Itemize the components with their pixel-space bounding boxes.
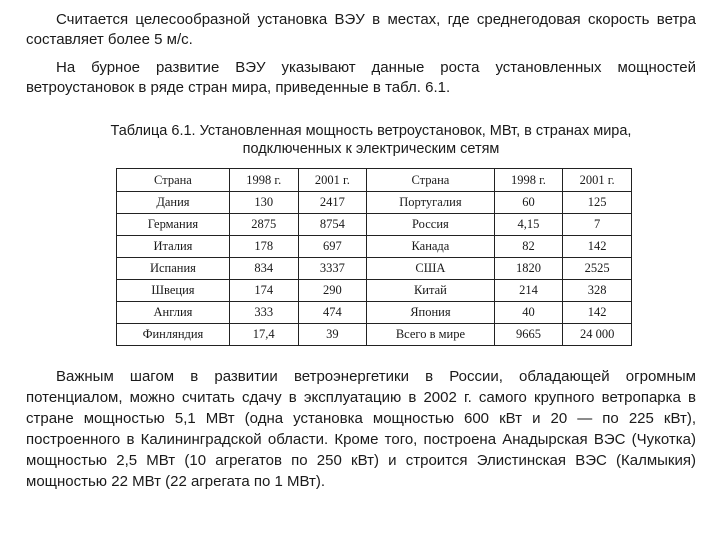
table-row (117, 302, 632, 324)
table-row (117, 258, 632, 280)
table-cell: 697 (298, 236, 367, 258)
table-cell: 82 (494, 236, 563, 258)
table-header-row (117, 169, 632, 192)
header-cell-country-1: Страна (117, 169, 230, 192)
table-cell: 2417 (298, 192, 367, 214)
table-cell: 290 (298, 280, 367, 302)
table-row (117, 214, 632, 236)
table-caption-line-2: подключенных к электрическим сетям (242, 141, 500, 157)
header-cell-2001-2: 2001 г. (563, 169, 632, 192)
table-cell: Англия (117, 302, 230, 324)
wind-capacity-table (116, 168, 632, 346)
table-cell: Испания (117, 258, 230, 280)
paragraph-russia-development: Важным шагом в развитии ветроэнергетики в России, обладающей огромным потенциалом, можно считать сдачу в эксплуатацию в 2002 г. самого крупного ветропарка в стране мощностью 5,1 МВт (одна установка мощностью 600 кВт и 20 — по 225 кВт), построенного в Калининградской области. Кроме того, построена Анадырская ВЭС (Чукотка) мощностью 2,5 МВт (10 агрегатов по 250 кВт) и строится Элистинская ВЭС (Калмыкия) мощностью 22 МВт (22 агрегата по 1 МВт). (26, 368, 696, 490)
table-cell: 1820 (494, 258, 563, 280)
table-cell: Италия (117, 236, 230, 258)
header-cell-1998-2: 1998 г. (494, 169, 563, 192)
table-cell: Финляндия (117, 324, 230, 346)
table-row (117, 324, 632, 346)
table-cell: 3337 (298, 258, 367, 280)
table-row (117, 236, 632, 258)
header-cell-country-2: Страна (367, 169, 494, 192)
table-cell: 7 (563, 214, 632, 236)
table-cell: 60 (494, 192, 563, 214)
paragraph-wind-speed: Считается целесообразной установка ВЭУ в местах, где среднегодовая скорость ветра составляет более 5 м/с. (26, 11, 696, 48)
table-cell: 39 (298, 324, 367, 346)
table-caption-line-1: Таблица 6.1. Установленная мощность ветроустановок, МВт, в странах мира, (110, 123, 632, 139)
table-cell: 333 (229, 302, 298, 324)
table-cell: Канада (367, 236, 494, 258)
table-cell: 174 (229, 280, 298, 302)
table-cell: 178 (229, 236, 298, 258)
table-cell: Япония (367, 302, 494, 324)
table-cell: Россия (367, 214, 494, 236)
header-cell-2001-1: 2001 г. (298, 169, 367, 192)
table-cell: 24 000 (563, 324, 632, 346)
table-cell: Португалия (367, 192, 494, 214)
table-cell: Всего в мире (367, 324, 494, 346)
table-row (117, 280, 632, 302)
table-cell: 40 (494, 302, 563, 324)
table-caption (26, 122, 696, 158)
table-cell: 9665 (494, 324, 563, 346)
table-cell: 8754 (298, 214, 367, 236)
table-cell: 125 (563, 192, 632, 214)
table-cell: Китай (367, 280, 494, 302)
paragraph-growth-intro: На бурное развитие ВЭУ указывают данные роста установленных мощностей ветроустановок в ряде стран мира, приведенные в табл. 6.1. (26, 59, 696, 96)
table-cell: 2875 (229, 214, 298, 236)
table-cell: США (367, 258, 494, 280)
table-cell: 834 (229, 258, 298, 280)
table-cell: 2525 (563, 258, 632, 280)
table-cell: 130 (229, 192, 298, 214)
table-row (117, 192, 632, 214)
table-cell: 328 (563, 280, 632, 302)
table-cell: Швеция (117, 280, 230, 302)
table-cell: Германия (117, 214, 230, 236)
table-cell: Дания (117, 192, 230, 214)
table-cell: 214 (494, 280, 563, 302)
table-cell: 4,15 (494, 214, 563, 236)
table-cell: 142 (563, 236, 632, 258)
table-cell: 17,4 (229, 324, 298, 346)
document-page (26, 10, 696, 492)
table-cell: 142 (563, 302, 632, 324)
table-cell: 474 (298, 302, 367, 324)
header-cell-1998-1: 1998 г. (229, 169, 298, 192)
